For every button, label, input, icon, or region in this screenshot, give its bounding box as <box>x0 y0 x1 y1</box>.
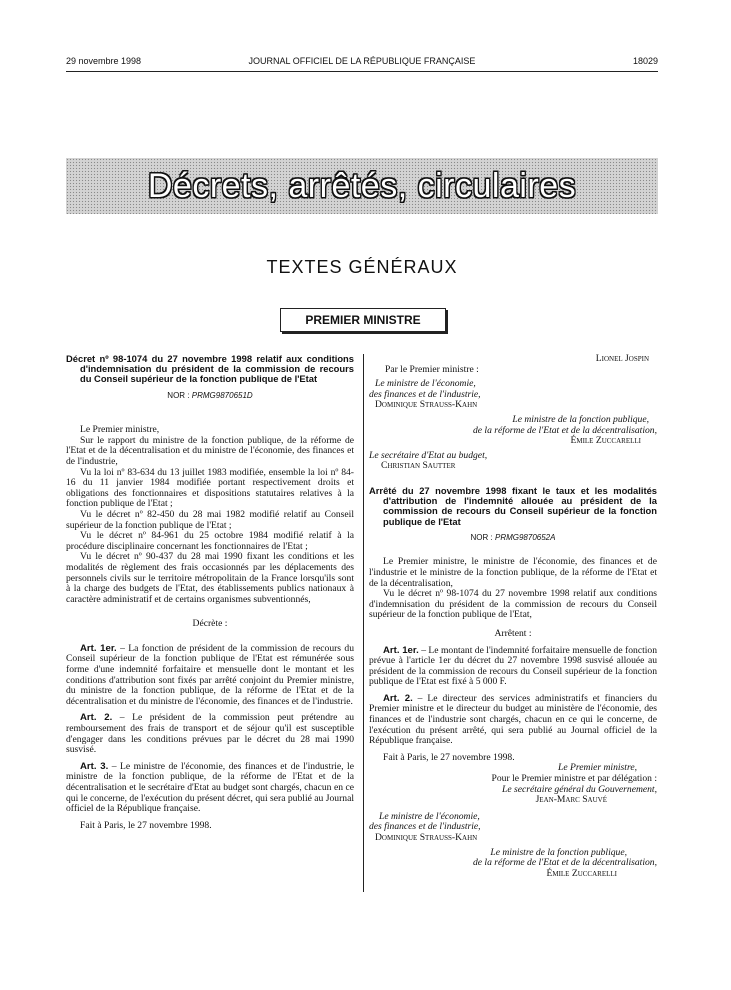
decree-eco-signature: Dominique Strauss-Kahn <box>375 399 478 411</box>
decree-visa: Sur le rapport du ministre de la fonction publique, de la réforme de l'Etat et de la décentralisation et du ministre de l'économie, des finances et de l'industrie, <box>66 434 354 467</box>
arrete-nor-code: PRMG9870652A <box>494 532 556 542</box>
arrete-article <box>369 646 657 688</box>
decree-article <box>66 644 354 708</box>
arrete-fp-title: Le ministre de la fonction publique, <box>490 846 627 858</box>
banner-title: Décrets, arrêtés, circulaires <box>147 167 577 205</box>
arrete-fp-title: de la réforme de l'Etat et de la décentralisation, <box>472 857 657 869</box>
decree-fp-signature: Émile Zuccarelli <box>570 435 641 447</box>
decree-article <box>66 762 354 815</box>
arrete-article <box>369 694 657 747</box>
decree-fp-title: de la réforme de l'Etat et de la décentralisation, <box>472 424 657 436</box>
decree-article-label: Art. 3. <box>80 760 109 772</box>
arrete-fait: Fait à Paris, le 27 novembre 1998. <box>383 751 515 763</box>
decree-article-text: – Le président de la commission peut prétendre au remboursement des frais de transport et de séjour qu'il est susceptible d'engager dans les conditions prévues par le décret du 28 mai 1990 susvisé. <box>66 712 354 756</box>
arrete-arretent: Arrêtent : <box>494 627 532 639</box>
arrete-delegation: Pour le Premier ministre et par délégation : <box>491 773 657 785</box>
ministry-title: PREMIER MINISTRE <box>280 308 446 332</box>
decree-visa: Vu la loi nº 83-634 du 13 juillet 1983 modifiée, ensemble la loi nº 84-16 du 11 janvier 1984 modifiée portant respectivement droits et obligations des fonctionnaires et dispositions statutaires relatives à la fonction publique de l'Etat ; <box>66 466 354 510</box>
arrete-sg-title: Le secrétaire général du Gouvernement, <box>502 783 657 795</box>
arrete-nor <box>369 533 657 544</box>
decree-budget-signature: Christian Sautter <box>381 460 456 472</box>
decree-article <box>66 713 354 755</box>
decree-visa: Vu le décret nº 90-437 du 28 mai 1990 fixant les conditions et les modalités de règlement des frais occasionnés par les déplacements des personnels civils sur le territoire métropolitain de la France lorsqu'ils sont à la charge des budgets de l'Etat, des établissements publics nationaux à caractère administratif et de certains organismes subventionnés, <box>66 551 354 605</box>
section-banner <box>66 158 658 214</box>
arrete-nor-label: NOR : <box>470 532 493 542</box>
decree-visa: Vu le décret nº 84-961 du 25 octobre 1984 modifié relatif à la procédure disciplinaire concernant les fonctionnaires de l'Etat ; <box>66 530 354 552</box>
section-title: TEXTES GÉNÉRAUX <box>266 257 458 277</box>
decree-eco-title: des finances et de l'industrie, <box>369 388 481 400</box>
arrete-article-label: Art. 1er. <box>383 644 419 656</box>
arrete-eco-signature: Dominique Strauss-Kahn <box>375 832 478 843</box>
header-date: 29 novembre 1998 <box>66 56 142 66</box>
arrete-eco-title: des finances et de l'industrie, <box>369 821 481 833</box>
arrete-intro: Le Premier ministre, le ministre de l'économie, des finances et de l'industrie et le ministre de la fonction publique, de la réforme de l'Etat et de la décentralisation, <box>369 556 657 589</box>
arrete-article-label: Art. 2. <box>383 692 413 704</box>
decree-eco-title: Le ministre de l'économie, <box>375 378 476 390</box>
arrete-article-text: – Le montant de l'indemnité forfaitaire mensuelle de fonction prévue à l'article 1er du décret du 27 novembre 1998 susvisé allouée au président de la commission de recours du Conseil supérieur de la fonction publique de l'Etat est fixé à 5 000 F. <box>369 644 658 688</box>
arrete-sg-signature: Jean-Marc Sauvé <box>535 794 607 806</box>
decree-fp-title: Le ministre de la fonction publique, <box>512 413 649 425</box>
arrete-column <box>369 354 657 879</box>
header-page-number: 18029 <box>632 56 658 66</box>
decree-nor-label: NOR : <box>167 390 190 400</box>
arrete-title: Arrêté du 27 novembre 1998 fixant le taux et les modalités d'attribution de l'indemnité allouée au président de la commission de recours du Conseil supérieur de la fonction publique de l'Etat <box>369 484 657 527</box>
arrete-fp-signature: Émile Zuccarelli <box>546 867 617 879</box>
decree-article-text: – Le ministre de l'économie, des finances et de l'industrie, le ministre de la fonction publique, de la réforme de l'Etat et de la décentralisation et le secrétaire d'Etat au budget sont chargés, chacun en ce qui le concerne, de l'exécution du présent décret, qui sera publié au Journal officiel de la République française. <box>66 760 354 815</box>
decree-article-label: Art. 1er. <box>80 642 117 654</box>
arrete-eco-title: Le ministre de l'économie, <box>379 810 480 822</box>
decree-article-text: – La fonction de président de la commission de recours du Conseil supérieur de la fonction publique de l'Etat est rémunérée sous forme d'une indemnité forfaitaire et mensuelle dont le montant et les conditions d'attribution sont fixés par arrêté conjoint du Premier ministre, du ministre de la fonction publique, de la réforme de l'Etat et de la décentralisation et du ministre de l'économie, des finances et de l'industrie. <box>66 642 354 707</box>
header-rule <box>66 71 658 72</box>
decree-nor-code: PRMG9870651D <box>191 390 253 400</box>
running-header <box>66 56 658 70</box>
decree-visa: Vu le décret nº 82-450 du 28 mai 1982 modifié relatif au Conseil supérieur de la fonction publique de l'Etat ; <box>66 508 354 531</box>
decree-budget-title: Le secrétaire d'Etat au budget, <box>369 449 488 461</box>
decree-intro: Le Premier ministre, <box>80 424 160 436</box>
arrete-article-text: – Le directeur des services administratifs et financiers du Premier ministre et le directeur du budget au ministère de l'économie, des finances et de l'industrie sont chargés, chacun en ce qui le concerne, de l'exécution du présent arrêté, qui sera publié au Journal officiel de la République française. <box>369 692 657 747</box>
arrete-visa: Vu le décret nº 98-1074 du 27 novembre 1998 relatif aux conditions d'indemnisation du président de la commission de recours du Conseil supérieur de la fonction publique de l'Etat, <box>369 588 657 621</box>
decree-pm-signature: Lionel Jospin <box>595 353 649 364</box>
decree-decrete: Décrète : <box>192 618 228 630</box>
decree-column <box>66 354 354 831</box>
decree-nor <box>66 391 354 402</box>
decree-title: Décret nº 98-1074 du 27 novembre 1998 relatif aux conditions d'indemnisation du président de la commission de recours du Conseil supérieur de la fonction publique de l'Etat <box>66 353 354 385</box>
decree-fait: Fait à Paris, le 27 novembre 1998. <box>80 819 212 831</box>
header-journal-title: JOURNAL OFFICIEL DE LA RÉPUBLIQUE FRANÇAISE <box>248 56 476 66</box>
arrete-pm-title: Le Premier ministre, <box>558 762 637 774</box>
column-divider <box>363 354 364 892</box>
decree-par: Par le Premier ministre : <box>385 363 479 375</box>
decree-article-label: Art. 2. <box>80 712 113 724</box>
